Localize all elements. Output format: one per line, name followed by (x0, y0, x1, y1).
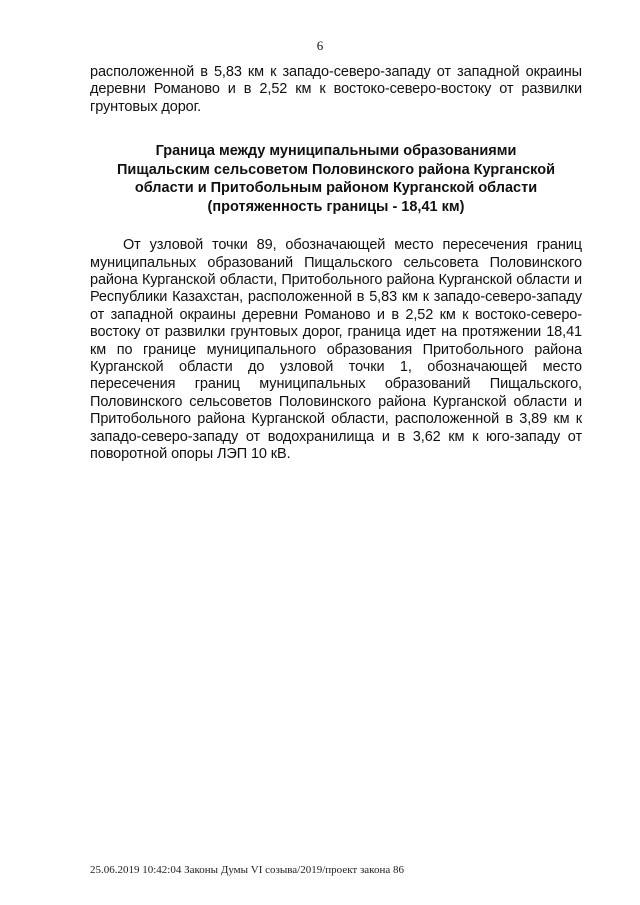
heading-line: области и Притобольным районом Курганской области (134, 180, 538, 197)
document-footer: 25.06.2019 10:42:04 Законы Думы VI созыва/2019/проект закона 86 (90, 864, 404, 876)
boundary-description-paragraph: От узловой точки 89, обозначающей место пересечения границ муниципальных образований Пищальского сельсовета Половинского района Курганской области, Притобольного района Курганской области и Республики Казахстан, расположенной в 5,83 км к западо-северо-западу от западной окраины деревни Романово и в 2,52 км к востоко-северо-востоку от развилки грунтовых дорог, граница идет на протяжении 18,41 км по границе муниципального образования Притобольного района Курганской области до узловой точки 1, обозначающей место пересечения границ муниципальных образований Пищальского, Половинского сельсоветов Половинского района Курганской области и Притобольного района Курганской области, расположенной в 3,89 км к западо-северо-западу от водохранилища и в 3,62 км к юго-западу от поворотной опоры ЛЭП 10 кВ. (90, 237, 582, 463)
page-number: 6 (316, 38, 324, 53)
heading-line: Пищальским сельсоветом Половинского района Курганской (116, 161, 556, 178)
document-body (90, 64, 582, 464)
intro-paragraph: расположенной в 5,83 км к западо-северо-западу от западной окраины деревни Романово и в 2,52 км к востоко-северо-востоку от развилки грунтовых дорог. (90, 64, 582, 115)
heading-line: (протяженность границы - 18,41 км) (207, 198, 465, 215)
section-heading (90, 142, 582, 216)
heading-line: Граница между муниципальными образованиями (155, 143, 517, 160)
